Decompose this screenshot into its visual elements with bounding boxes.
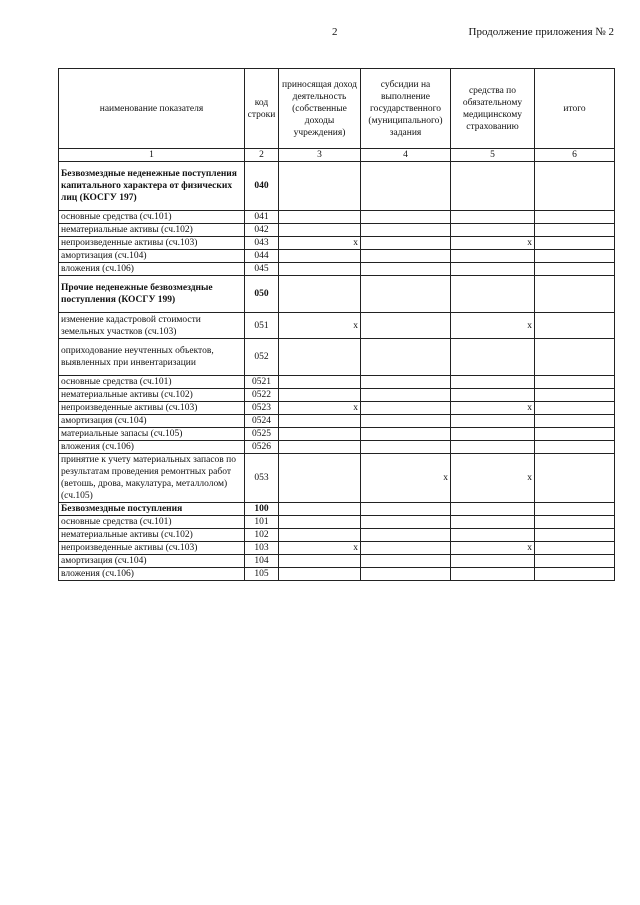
header-total: итого xyxy=(535,69,615,149)
table-row xyxy=(59,224,615,237)
cell-total xyxy=(535,376,615,389)
row-code: 0526 xyxy=(245,441,279,454)
row-name: вложения (сч.106) xyxy=(59,568,245,581)
cell-total xyxy=(535,555,615,568)
table-row xyxy=(59,441,615,454)
cell-income-activity xyxy=(279,568,361,581)
table-row xyxy=(59,555,615,568)
row-name: основные средства (сч.101) xyxy=(59,376,245,389)
row-name: вложения (сч.106) xyxy=(59,441,245,454)
appendix-continuation: Продолжение приложения № 2 xyxy=(468,26,614,38)
cell-state-subsidies xyxy=(361,250,451,263)
cell-state-subsidies xyxy=(361,237,451,250)
cell-income-activity: x xyxy=(279,313,361,339)
row-name: амортизация (сч.104) xyxy=(59,555,245,568)
cell-state-subsidies xyxy=(361,503,451,516)
table-row xyxy=(59,415,615,428)
cell-total xyxy=(535,211,615,224)
cell-income-activity xyxy=(279,250,361,263)
header-income-activity: приносящая доход деятельность (собственные доходы учреждения) xyxy=(279,69,361,149)
cell-medical-insurance xyxy=(451,376,535,389)
row-name: амортизация (сч.104) xyxy=(59,250,245,263)
cell-income-activity xyxy=(279,263,361,276)
row-name: непроизведенные активы (сч.103) xyxy=(59,402,245,415)
cell-income-activity xyxy=(279,516,361,529)
table-row xyxy=(59,376,615,389)
cell-income-activity xyxy=(279,529,361,542)
cell-income-activity: x xyxy=(279,402,361,415)
row-code: 040 xyxy=(245,162,279,211)
cell-medical-insurance xyxy=(451,250,535,263)
cell-income-activity xyxy=(279,224,361,237)
row-code: 104 xyxy=(245,555,279,568)
cell-state-subsidies xyxy=(361,415,451,428)
page-number: 2 xyxy=(332,26,338,38)
cell-income-activity: x xyxy=(279,542,361,555)
column-number-row xyxy=(59,149,615,162)
column-number: 3 xyxy=(279,149,361,162)
cell-state-subsidies xyxy=(361,568,451,581)
cell-state-subsidies xyxy=(361,441,451,454)
cell-medical-insurance xyxy=(451,339,535,376)
table-row xyxy=(59,454,615,503)
cell-medical-insurance xyxy=(451,568,535,581)
cell-medical-insurance xyxy=(451,415,535,428)
cell-state-subsidies xyxy=(361,376,451,389)
cell-total xyxy=(535,263,615,276)
cell-income-activity xyxy=(279,441,361,454)
row-code: 101 xyxy=(245,516,279,529)
column-number: 1 xyxy=(59,149,245,162)
row-code: 041 xyxy=(245,211,279,224)
row-code: 051 xyxy=(245,313,279,339)
header-state-subsidies: субсидии на выполнение государственного (муниципального) задания xyxy=(361,69,451,149)
cell-medical-insurance xyxy=(451,529,535,542)
cell-income-activity xyxy=(279,162,361,211)
cell-medical-insurance xyxy=(451,428,535,441)
table-row xyxy=(59,516,615,529)
table-row xyxy=(59,263,615,276)
cell-total xyxy=(535,339,615,376)
cell-state-subsidies xyxy=(361,263,451,276)
row-name: основные средства (сч.101) xyxy=(59,211,245,224)
cell-medical-insurance xyxy=(451,441,535,454)
row-name: амортизация (сч.104) xyxy=(59,415,245,428)
row-code: 052 xyxy=(245,339,279,376)
cell-state-subsidies xyxy=(361,402,451,415)
cell-total xyxy=(535,389,615,402)
row-name: нематериальные активы (сч.102) xyxy=(59,529,245,542)
cell-total xyxy=(535,428,615,441)
table-row xyxy=(59,339,615,376)
cell-total xyxy=(535,415,615,428)
row-name: оприходование неучтенных объектов, выявленных при инвентаризации xyxy=(59,339,245,376)
cell-state-subsidies xyxy=(361,529,451,542)
table-row xyxy=(59,237,615,250)
row-code: 103 xyxy=(245,542,279,555)
table-row xyxy=(59,211,615,224)
row-name: материальные запасы (сч.105) xyxy=(59,428,245,441)
row-code: 050 xyxy=(245,276,279,313)
row-name: непроизведенные активы (сч.103) xyxy=(59,237,245,250)
report-table xyxy=(58,68,615,581)
cell-total xyxy=(535,568,615,581)
cell-medical-insurance xyxy=(451,162,535,211)
table-row xyxy=(59,389,615,402)
header-row xyxy=(59,69,615,149)
cell-income-activity xyxy=(279,555,361,568)
table-row xyxy=(59,428,615,441)
cell-total xyxy=(535,542,615,555)
row-name: Безвозмездные поступления xyxy=(59,503,245,516)
row-code: 045 xyxy=(245,263,279,276)
row-code: 053 xyxy=(245,454,279,503)
table-row xyxy=(59,503,615,516)
cell-total xyxy=(535,250,615,263)
cell-total xyxy=(535,441,615,454)
column-number: 5 xyxy=(451,149,535,162)
cell-state-subsidies xyxy=(361,428,451,441)
report-body xyxy=(59,162,615,581)
cell-medical-insurance: x xyxy=(451,237,535,250)
table-row xyxy=(59,529,615,542)
header-medical-insurance: средства по обязательному медицинскому страхованию xyxy=(451,69,535,149)
cell-medical-insurance xyxy=(451,276,535,313)
cell-state-subsidies xyxy=(361,276,451,313)
header-row-code: код строки xyxy=(245,69,279,149)
cell-income-activity xyxy=(279,428,361,441)
cell-total xyxy=(535,503,615,516)
cell-medical-insurance xyxy=(451,503,535,516)
table-row xyxy=(59,276,615,313)
row-name: Безвозмездные неденежные поступления капитального характера от физических лиц (КОСГУ 197) xyxy=(59,162,245,211)
row-name: принятие к учету материальных запасов по результатам проведения ремонтных работ (ветошь, дрова, макулатура, металлолом) (сч.105) xyxy=(59,454,245,503)
row-code: 044 xyxy=(245,250,279,263)
column-number: 6 xyxy=(535,149,615,162)
row-name: непроизведенные активы (сч.103) xyxy=(59,542,245,555)
cell-income-activity xyxy=(279,503,361,516)
cell-total xyxy=(535,313,615,339)
row-code: 102 xyxy=(245,529,279,542)
cell-total xyxy=(535,224,615,237)
row-code: 042 xyxy=(245,224,279,237)
cell-income-activity xyxy=(279,415,361,428)
cell-income-activity xyxy=(279,454,361,503)
cell-state-subsidies xyxy=(361,339,451,376)
row-name: изменение кадастровой стоимости земельных участков (сч.103) xyxy=(59,313,245,339)
cell-income-activity xyxy=(279,276,361,313)
cell-state-subsidies xyxy=(361,389,451,402)
table-row xyxy=(59,250,615,263)
cell-state-subsidies xyxy=(361,313,451,339)
row-name: Прочие неденежные безвозмездные поступления (КОСГУ 199) xyxy=(59,276,245,313)
cell-medical-insurance: x xyxy=(451,454,535,503)
cell-state-subsidies xyxy=(361,555,451,568)
row-code: 0522 xyxy=(245,389,279,402)
row-code: 105 xyxy=(245,568,279,581)
cell-state-subsidies xyxy=(361,162,451,211)
table-row xyxy=(59,313,615,339)
row-name: основные средства (сч.101) xyxy=(59,516,245,529)
cell-medical-insurance: x xyxy=(451,542,535,555)
cell-total xyxy=(535,529,615,542)
cell-state-subsidies xyxy=(361,516,451,529)
cell-medical-insurance xyxy=(451,263,535,276)
row-name: вложения (сч.106) xyxy=(59,263,245,276)
table-row xyxy=(59,402,615,415)
column-number: 4 xyxy=(361,149,451,162)
cell-total xyxy=(535,162,615,211)
cell-medical-insurance xyxy=(451,389,535,402)
cell-state-subsidies xyxy=(361,224,451,237)
cell-total xyxy=(535,516,615,529)
row-code: 100 xyxy=(245,503,279,516)
table-row xyxy=(59,162,615,211)
cell-income-activity: x xyxy=(279,237,361,250)
cell-medical-insurance xyxy=(451,224,535,237)
cell-income-activity xyxy=(279,389,361,402)
table-row xyxy=(59,568,615,581)
cell-total xyxy=(535,402,615,415)
header-indicator-name: наименование показателя xyxy=(59,69,245,149)
cell-state-subsidies xyxy=(361,542,451,555)
cell-income-activity xyxy=(279,339,361,376)
cell-total xyxy=(535,237,615,250)
row-name: нематериальные активы (сч.102) xyxy=(59,389,245,402)
row-code: 0524 xyxy=(245,415,279,428)
cell-state-subsidies xyxy=(361,211,451,224)
cell-total xyxy=(535,454,615,503)
row-code: 043 xyxy=(245,237,279,250)
cell-medical-insurance xyxy=(451,555,535,568)
table-row xyxy=(59,542,615,555)
row-code: 0525 xyxy=(245,428,279,441)
row-code: 0521 xyxy=(245,376,279,389)
row-code: 0523 xyxy=(245,402,279,415)
cell-medical-insurance: x xyxy=(451,402,535,415)
cell-medical-insurance xyxy=(451,516,535,529)
cell-income-activity xyxy=(279,376,361,389)
row-name: нематериальные активы (сч.102) xyxy=(59,224,245,237)
cell-medical-insurance xyxy=(451,211,535,224)
column-number: 2 xyxy=(245,149,279,162)
cell-medical-insurance: x xyxy=(451,313,535,339)
cell-total xyxy=(535,276,615,313)
cell-state-subsidies: x xyxy=(361,454,451,503)
cell-income-activity xyxy=(279,211,361,224)
